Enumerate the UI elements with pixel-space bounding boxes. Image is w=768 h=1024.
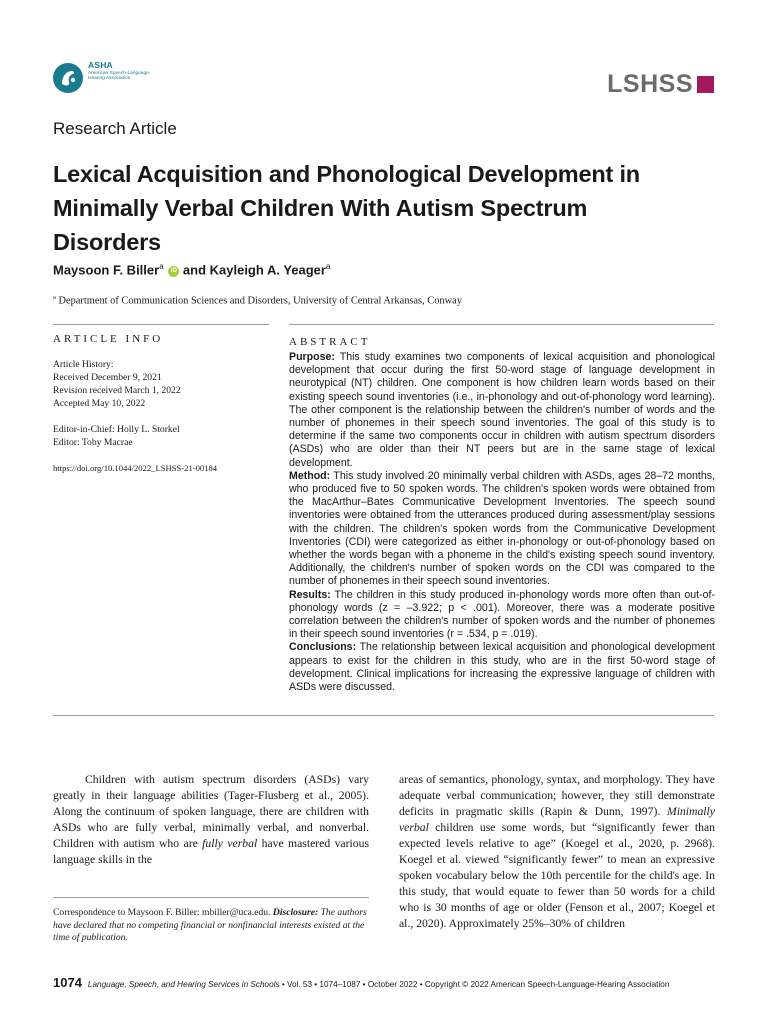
asha-emblem-icon: [53, 63, 83, 93]
doi-link[interactable]: https://doi.org/10.1044/2022_LSHSS-21-00184: [53, 463, 218, 473]
body-paragraph: areas of semantics, phonology, syntax, and morphology. They have adequate verbal communication; however, they still demonstrate deficits in pragmatic skills (Rapin & Dunn, 1997). Minimally verbal children use some words, but “significantly fewer than expected levels relative to age” (Koegel et al., 2020, p. 2968). Koegel et al. viewed “significantly fewer” to mean an expressive spoken vocabulary below the 10th percentile for the child's age. In this study, that would equate to fewer than 50 words for a child who is 30 months of age or older (Fenson et al., 2007; Koegel et al., 2020). Approximately 25%–30% of children: [399, 773, 715, 930]
correspondence-text: Correspondence to Maysoon F. Biller: mbiller@uca.edu.: [53, 907, 273, 918]
divider: [289, 324, 714, 325]
author-affiliation-marker: a: [159, 262, 164, 271]
abstract: [289, 351, 715, 694]
journal-abbrev: LSHSS: [607, 69, 693, 98]
page-number: 1074: [53, 975, 82, 990]
org-full-name: American Speech-Language-Hearing Association: [88, 71, 151, 82]
accepted-date: Accepted May 10, 2022: [53, 398, 146, 409]
article-info-heading: ARTICLE INFO: [53, 333, 164, 345]
abstract-purpose: Purpose: This study examines two components of lexical acquisition and phonological development that occur during the first 50-word stage of language development in neurotypical (NT) children. One component is how children learn words based on their existing speech sound inventories (i.e., in-phonology and out-of-phonology word learning). The other component is the relationship between the children's number of words and the number of phonemes in their speech sound inventories. The goal of this study is to determine if the same two components occur in children with autism spectrum disorders (ASDs) who are older than their NT peers but are in the same stage of lexical development.: [289, 351, 715, 469]
affiliation: [53, 294, 462, 306]
article-type: Research Article: [53, 119, 177, 138]
journal-brand-square-icon: [697, 76, 714, 93]
disclosure-text: The authors have declared that no competing financial or nonfinancial interests existed at the time of publication.: [53, 907, 367, 944]
body-column-left: [53, 772, 369, 868]
abstract-conclusions: Conclusions: The relationship between lexical acquisition and phonological development appears to exist for the children in this study, who are in the first 50-word stage of development. Clinical implications for increasing the expressive language of children with ASDs were discussed.: [289, 641, 715, 694]
body-paragraph: Children with autism spectrum disorders (ASDs) vary greatly in their language abilities (Tager-Flusberg et al., 2005). Along the continuum of spoken language, there are children with ASDs who are fully verbal, minimally verbal, and nonverbal. Children with autism who are fully verbal have mastered various language skills in the: [53, 773, 369, 866]
author-affiliation-marker: a: [325, 262, 331, 271]
orcid-icon[interactable]: iD: [168, 266, 179, 277]
affiliation-text: Department of Communication Sciences and Disorders, University of Central Arkansas, Conway: [58, 295, 462, 307]
article-info: [53, 358, 269, 475]
org-name: ASHA: [88, 60, 113, 70]
article-title: Lexical Acquisition and Phonological Development in Minimally Verbal Children With Autism Spectrum Disorders: [53, 161, 640, 255]
editor-in-chief: Editor-in-Chief: Holly L. Storkel: [53, 424, 180, 435]
author-name[interactable]: Kayleigh A. Yeager: [209, 262, 326, 278]
history-label: Article History:: [53, 359, 114, 370]
body-column-right: [399, 772, 715, 932]
journal-brand: [607, 70, 714, 98]
author-list: [53, 262, 330, 277]
footnote-divider: [53, 897, 369, 898]
editor: Editor: Toby Macrae: [53, 437, 133, 448]
author-connector: and: [179, 262, 210, 278]
disclosure-label: Disclosure:: [272, 907, 319, 918]
divider: [53, 715, 714, 716]
abstract-heading: ABSTRACT: [289, 336, 371, 348]
abstract-results: Results: The children in this study produced in-phonology words more often than out-of-phonology words (z = –3.922; p < .001). Moreover, there was a moderate positive correlation between the children's number of spoken words and the number of phonemes in their speech sound inventories (r = .534, p = .019).: [289, 588, 715, 641]
page-footer: [53, 975, 733, 990]
affiliation-marker: a: [53, 294, 56, 301]
author-name[interactable]: Maysoon F. Biller: [53, 262, 160, 278]
correspondence-footnote: [53, 907, 369, 945]
revision-date: Revision received March 1, 2022: [53, 385, 181, 396]
divider: [53, 324, 269, 325]
abstract-method: Method: This study involved 20 minimally verbal children with ASDs, ages 28–72 months, who produced five to 50 spoken words. The children's spoken words were obtained from the MacArthur–Bates Communicative Development Inventories. The speech sound inventories were obtained from the utterances produced during assessment/play sessions with the children. The children's spoken words from the Communicative Development Inventories (CDI) were categorized as either in-phonology or out-of-phonology based on whether the words began with a phoneme in the child's existing speech sound inventory. Additionally, the children's number of spoken words on the CDI was compared to the number of phonemes in their speech sound inventories.: [289, 469, 715, 588]
asha-logo: [53, 60, 213, 96]
footer-journal: Language, Speech, and Hearing Services in Schools: [87, 980, 280, 989]
footer-details: • Vol. 53 • 1074–1087 • October 2022 • Copyright © 2022 American Speech-Language-Hearing Association: [279, 980, 670, 989]
received-date: Received December 9, 2021: [53, 372, 162, 383]
